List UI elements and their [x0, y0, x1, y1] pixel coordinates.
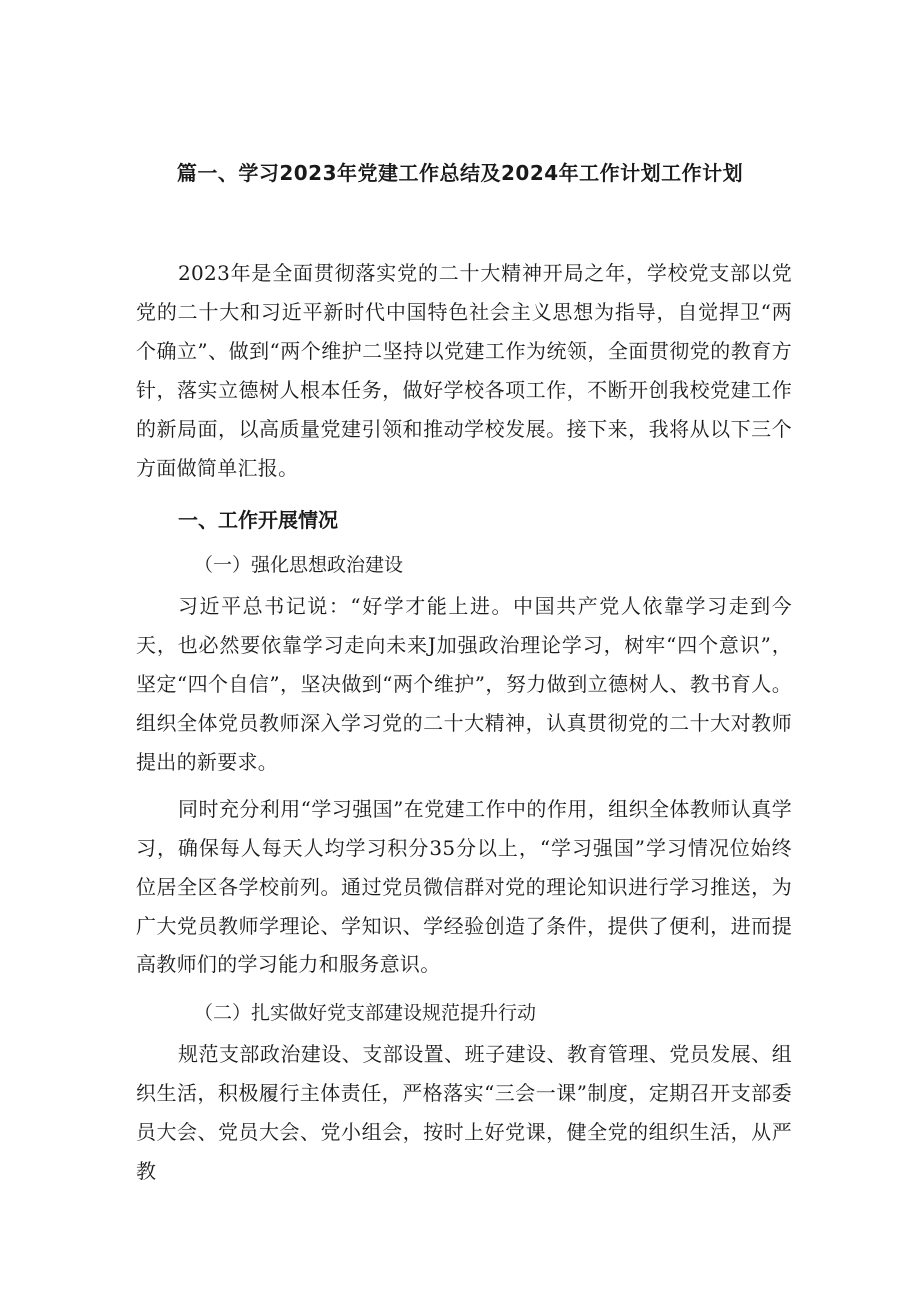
subsection-heading-branch-building: （二）扎实做好党支部建设规范提升行动	[194, 1002, 537, 1025]
paragraph-branch-standards: 规范支部政治建设、支部设置、班子建设、教育管理、党员发展、组织生活，积极履行主体责任，严格落实“三会一课”制度，定期召开支部委员大会、党员大会、党小组会，按时上好党课，健全党的组织生活，从严教	[136, 1042, 792, 1183]
document-body	[136, 254, 792, 1191]
paragraph-study-quote: 习近平总书记说：“好学才能上进。中国共产党人依靠学习走到今天，也必然要依靠学习走向未来J加强政治理论学习，树牢“四个意识”，坚定“四个自信”，坚决做到“两个维护”，努力做到立德树人、教书育人。组织全体党员教师深入学习党的二十大精神，认真贯彻党的二十大对教师提出的新要求。	[136, 594, 792, 774]
paragraph-intro: 2023年是全面贯彻落实党的二十大精神开局之年，学校党支部以党党的二十大和习近平新时代中国特色社会主义思想为指导，自觉捍卫“两个确立”、做到“两个维护二坚持以党建工作为统领，全面贯彻党的教育方针，落实立德树人根本任务，做好学校各项工作，不断开创我校党建工作的新局面，以高质量党建引领和推动学校发展。接下来，我将从以下三个方面做简单汇报。	[136, 261, 792, 480]
document-title: 篇一、学习2023年党建工作总结及2024年工作计划工作计划	[176, 161, 744, 185]
section-heading-work-progress: 一、工作开展情况	[178, 508, 338, 533]
paragraph-study-platform: 同时充分利用“学习强国”在党建工作中的作用，组织全体教师认真学习，确保每人每天人均学习积分35分以上，“学习强国”学习情况位始终位居全区各学校前列。通过党员微信群对党的理论知识进行学习推送，为广大党员教师学理论、学知识、学经验创造了条件，提供了便利，进而提高教师们的学习能力和服务意识。	[136, 796, 792, 977]
subsection-heading-ideology: （一）强化思想政治建设	[194, 554, 404, 577]
